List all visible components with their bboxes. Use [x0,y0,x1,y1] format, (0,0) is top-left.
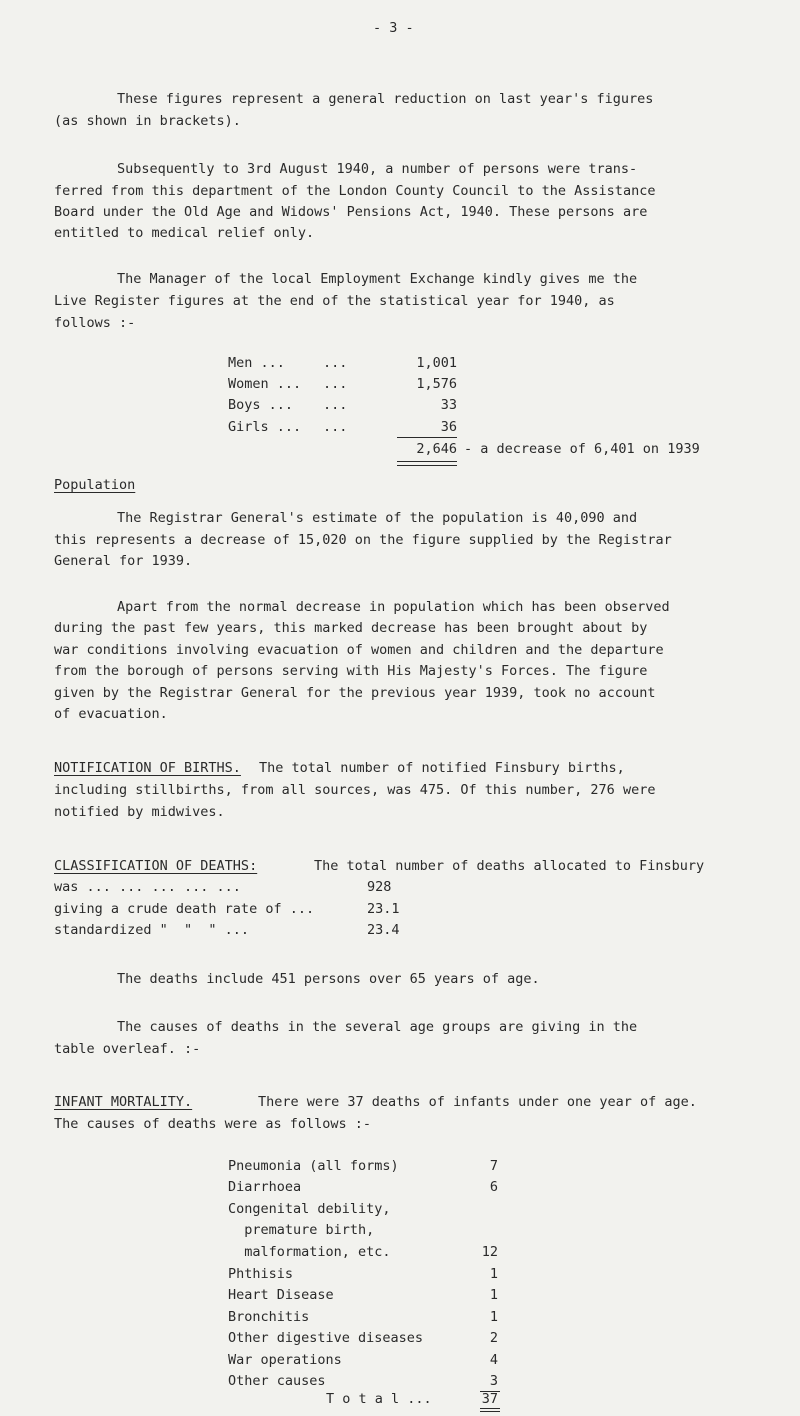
infant-cause-label: Bronchitis [228,1309,310,1325]
subtotal-rule [397,437,457,438]
population-p2-line-2: during the past few years, this marked decrease has been brought about by [54,620,648,636]
population-p1-line-2: this represents a decrease of 15,020 on the figure supplied by the Registrar [54,532,672,548]
infant-cause-label: Other causes [228,1373,326,1389]
register-value: 36 [440,419,457,435]
register-value: 33 [440,397,457,413]
register-label: Women ... [228,376,302,392]
transfer-line-3: Board under the Old Age and Widows' Pensions Act, 1940. These persons are [54,204,648,220]
births-line-2: including stillbirths, from all sources, was 475. Of this number, 276 were [54,782,656,798]
exchange-line-3: follows :- [54,315,136,331]
deaths-line-1: The total number of deaths allocated to Finsbury [314,858,705,874]
intro-line-2: (as shown in brackets). [54,113,241,129]
page-number: - 3 - [373,20,414,36]
births-heading: NOTIFICATION OF BIRTHS. [54,760,241,776]
deaths-causes-line-1: The causes of deaths in the several age groups are giving in the [117,1019,638,1035]
population-p2-line-4: from the borough of persons serving with His Majesty's Forces. The figure [54,663,648,679]
total-double-rule-bottom [397,465,457,466]
exchange-line-1: The Manager of the local Employment Exchange kindly gives me the [117,271,638,287]
infant-total-label: T o t a l ... [326,1391,432,1407]
register-total: 2,646 [416,441,457,457]
transfer-line-2: ferred from this department of the London County Council to the Assistance [54,183,656,199]
infant-cause-label: Congenital debility, [228,1201,391,1217]
deaths-row-label: standardized " " " ... [54,922,250,938]
transfer-line-4: entitled to medical relief only. [54,225,315,241]
infant-cause-value: 1 [489,1266,498,1282]
register-label: Men ... [228,355,285,371]
infant-cause-label: War operations [228,1352,342,1368]
register-dots: ... [323,419,348,435]
population-p1-line-3: General for 1939. [54,553,193,569]
deaths-row-value: 23.4 [367,922,400,938]
total-double-rule-top [397,461,457,462]
register-dots: ... [323,397,348,413]
register-dots: ... [323,376,348,392]
register-value: 1,576 [416,376,457,392]
population-p2-line-6: of evacuation. [54,706,168,722]
deaths-over-65: The deaths include 451 persons over 65 years of age. [117,971,540,987]
births-line-3: notified by midwives. [54,804,225,820]
infant-cause-value: 3 [489,1373,498,1389]
intro-line-1: These figures represent a general reduction on last year's figures [117,91,654,107]
infant-total-value: 37 [481,1391,498,1407]
infant-cause-label: Pneumonia (all forms) [228,1158,399,1174]
population-heading: Population [54,477,136,493]
infant-heading: INFANT MORTALITY. [54,1094,193,1110]
register-label: Girls ... [228,419,302,435]
deaths-row-value: 928 [367,879,392,895]
infant-cause-value: 7 [489,1158,498,1174]
register-dots: ... [323,355,348,371]
infant-cause-label: malformation, etc. [228,1244,391,1260]
infant-cause-value: 6 [489,1179,498,1195]
population-p2-line-5: given by the Registrar General for the previous year 1939, took no account [54,685,656,701]
deaths-row-label: was ... ... ... ... ... [54,879,241,895]
population-p2-line-3: war conditions involving evacuation of women and children and the departure [54,642,664,658]
infant-cause-value: 4 [489,1352,498,1368]
infant-cause-value: 1 [489,1287,498,1303]
infant-cause-label: Phthisis [228,1266,294,1282]
register-label: Boys ... [228,397,294,413]
infant-cause-value: 12 [481,1244,498,1260]
infant-cause-value: 2 [489,1330,498,1346]
deaths-row-value: 23.1 [367,901,400,917]
infant-line-1: There were 37 deaths of infants under one year of age. [258,1094,697,1110]
infant-cause-label: Diarrhoea [228,1179,302,1195]
infant-cause-label: Heart Disease [228,1287,334,1303]
infant-total-rule-top [480,1408,500,1409]
deaths-row-label: giving a crude death rate of ... [54,901,315,917]
infant-cause-label: Other digestive diseases [228,1330,424,1346]
register-value: 1,001 [416,355,457,371]
deaths-heading: CLASSIFICATION OF DEATHS: [54,858,258,874]
population-p2-line-1: Apart from the normal decrease in population which has been observed [117,599,670,615]
infant-line-2: The causes of deaths were as follows :- [54,1116,371,1132]
register-total-note: - a decrease of 6,401 on 1939 [464,441,700,457]
infant-cause-label: premature birth, [228,1222,375,1238]
transfer-line-1: Subsequently to 3rd August 1940, a number of persons were trans- [117,161,638,177]
births-line-1: The total number of notified Finsbury births, [259,760,625,776]
infant-cause-value: 1 [489,1309,498,1325]
infant-total-rule-bottom [480,1411,500,1412]
deaths-causes-line-2: table overleaf. :- [54,1041,201,1057]
population-p1-line-1: The Registrar General's estimate of the population is 40,090 and [117,510,638,526]
exchange-line-2: Live Register figures at the end of the statistical year for 1940, as [54,293,615,309]
